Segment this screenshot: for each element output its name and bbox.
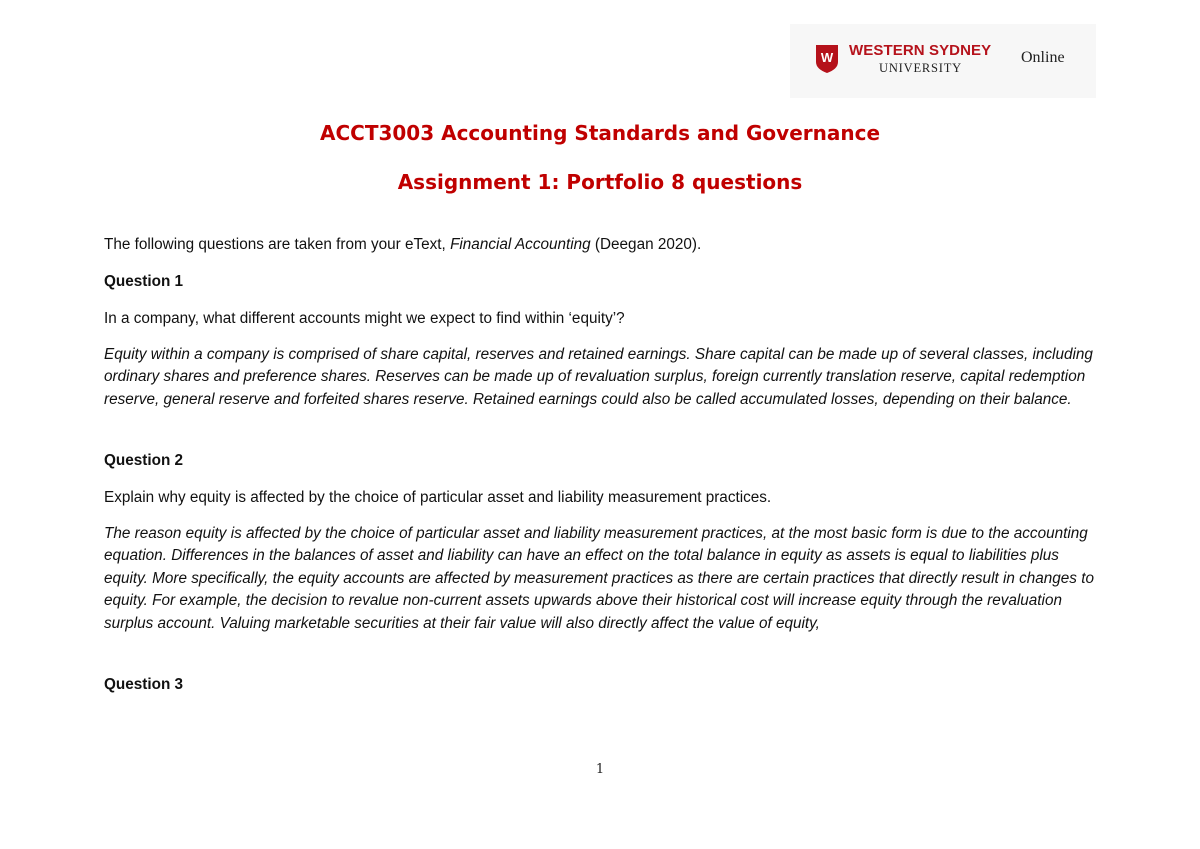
intro-text-before: The following questions are taken from your eText, bbox=[104, 236, 451, 253]
page-number: 1 bbox=[595, 762, 605, 777]
university-logo bbox=[790, 24, 1096, 98]
question-1-heading: Question 1 bbox=[104, 273, 184, 290]
intro-text-after: (Deegan 2020). bbox=[590, 236, 702, 253]
question-3-heading: Question 3 bbox=[104, 676, 184, 693]
course-title: ACCT3003 Accounting Standards and Governance bbox=[319, 121, 881, 145]
question-2-prompt: Explain why equity is affected by the choice of particular asset and liability measurement practices. bbox=[104, 489, 772, 506]
question-2-answer: The reason equity is affected by the choice of particular asset and liability measurement practices, at the most basic form is due to the accounting equation. Differences in the balances of asset and liability can have an effect on the total balance in equity as assets is equal to liabilities plus equity. More specifically, the equity accounts are affected by measurement practices as there are certain practices that directly result in changes to equity. For example, the decision to revalue non-current assets upwards above their historical cost will increase equity through the revaluation surplus account. Valuing marketable securities at their fair value will also directly affect the value of equity, bbox=[104, 525, 1094, 632]
logo-text-line1: WESTERN SYDNEY bbox=[849, 42, 992, 59]
question-1-prompt: In a company, what different accounts might we expect to find within ‘equity’? bbox=[104, 310, 625, 327]
intro-paragraph bbox=[104, 234, 1094, 256]
intro-book-title: Financial Accounting bbox=[450, 236, 591, 253]
shield-icon bbox=[816, 45, 838, 73]
shield-letter: W bbox=[820, 50, 834, 65]
logo-online-label: Online bbox=[1021, 49, 1065, 66]
question-2-heading: Question 2 bbox=[104, 452, 184, 469]
logo-text-line2: UNIVERSITY bbox=[879, 61, 962, 75]
assignment-title: Assignment 1: Portfolio 8 questions bbox=[397, 170, 803, 194]
question-1-answer: Equity within a company is comprised of share capital, reserves and retained earnings. Share capital can be made up of several classes, including ordinary shares and preference shares. Reserves can be made up of revaluation surplus, foreign currently translation reserve, capital redemption reserve, general reserve and forfeited shares reserve. Retained earnings could also be called accumulated losses, depending on their balance. bbox=[104, 346, 1093, 408]
